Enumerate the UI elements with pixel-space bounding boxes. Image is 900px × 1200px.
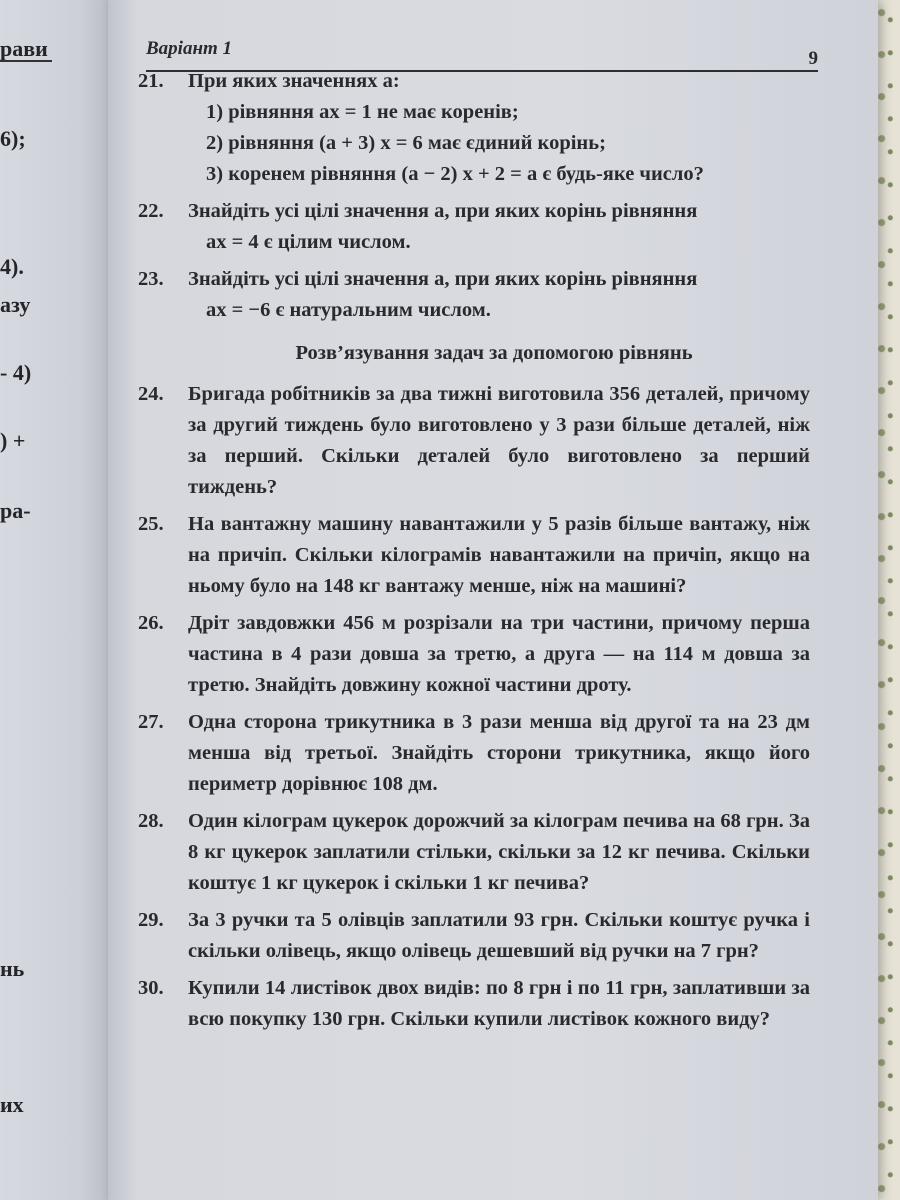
- problem-number: 22.: [138, 200, 164, 222]
- problem-text: На вантажну машину навантажили у 5 разів більше вантажу, ніж на причіп. Скільки кілограмів навантажили на причіп, якщо на ньому було на 148 кг вантажу менше, ніж на машині?: [188, 513, 810, 597]
- problem-subitem: 1) рівняння ax = 1 не має коренів;: [206, 101, 519, 123]
- left-page-fragment: - 4): [0, 360, 32, 385]
- problem-subitem: 2) рівняння (a + 3) x = 6 має єдиний корінь;: [206, 132, 606, 154]
- problem-subitem: 3) коренем рівняння (a − 2) x + 2 = a є будь-яке число?: [206, 163, 704, 185]
- variant-label: Варіант 1: [146, 38, 233, 59]
- problem-intro: При яких значеннях a:: [188, 70, 400, 92]
- problem-text: Дріт завдовжки 456 м розрізали на три частини, причому перша частина в 4 рази довша за третю, а друга — на 114 м довша за третю. Знайдіть довжину кожної частини дроту.: [188, 612, 810, 696]
- problem-27: [138, 707, 810, 800]
- book-page: [108, 0, 878, 1200]
- section-title: Розв’язування задач за допомогою рівнянь: [295, 342, 693, 364]
- problem-text: Одна сторона трикутника в 3 рази менша від другої та на 23 дм менша від третьої. Знайдіть сторони трикутника, якщо його периметр дорівнює 108 дм.: [188, 711, 810, 795]
- left-page-fragment: ) +: [0, 428, 26, 453]
- left-page-fragment: рави: [0, 36, 48, 61]
- problem-line: Знайдіть усі цілі значення a, при яких корінь рівняння: [188, 200, 698, 222]
- problem-text: Один кілограм цукерок дорожчий за кілограм печива на 68 грн. За 8 кг цукерок заплатили стільки, скільки за 12 кг печива. Скільки коштує 1 кг цукерок і скільки 1 кг печива?: [188, 810, 810, 894]
- problem-number: 29.: [138, 909, 164, 931]
- problem-text: За 3 ручки та 5 олівців заплатили 93 грн. Скільки коштує ручка і скільки олівець, якщо олівець дешевший від ручки на 7 грн?: [188, 909, 810, 962]
- left-page-fragment: ра-: [0, 498, 31, 523]
- problem-number: 25.: [138, 513, 164, 535]
- problem-text: Купили 14 листівок двох видів: по 8 грн і по 11 грн, заплативши за всю покупку 130 грн. Скільки купили листівок кожного виду?: [188, 977, 810, 1030]
- problem-line: ax = 4 є цілим числом.: [206, 231, 411, 253]
- problem-number: 21.: [138, 70, 164, 92]
- left-page-fragment: их: [0, 1092, 24, 1117]
- problem-23: [138, 264, 810, 326]
- problem-28: [138, 806, 810, 899]
- page-number: 9: [808, 48, 818, 69]
- left-page-fragment: нь: [0, 956, 25, 981]
- problem-text: Бригада робітників за два тижні виготовила 356 деталей, причому за другий тиждень було виготовлено у 3 рази більше деталей, ніж за перший. Скільки деталей було виготовлено за перший тиждень?: [188, 383, 810, 498]
- problem-number: 23.: [138, 268, 164, 290]
- problem-number: 24.: [138, 383, 164, 405]
- problem-26: [138, 608, 810, 701]
- problem-number: 28.: [138, 810, 164, 832]
- problem-30: [138, 973, 810, 1035]
- left-page-fragment: азу: [0, 292, 31, 317]
- problem-line: ax = −6 є натуральним числом.: [206, 299, 491, 321]
- left-page-fragment: 4).: [0, 254, 24, 279]
- problem-22: [138, 196, 810, 258]
- problem-number: 30.: [138, 977, 164, 999]
- problem-21: [138, 66, 810, 190]
- left-page-rule: [0, 60, 52, 62]
- problem-25: [138, 509, 810, 602]
- page-content: [138, 66, 810, 1041]
- problem-29: [138, 905, 810, 967]
- problem-24: [138, 379, 810, 503]
- problem-number: 26.: [138, 612, 164, 634]
- problem-line: Знайдіть усі цілі значення a, при яких корінь рівняння: [188, 268, 698, 290]
- problem-number: 27.: [138, 711, 164, 733]
- left-page-edge: [0, 0, 112, 1200]
- left-page-fragment: 6);: [0, 126, 26, 151]
